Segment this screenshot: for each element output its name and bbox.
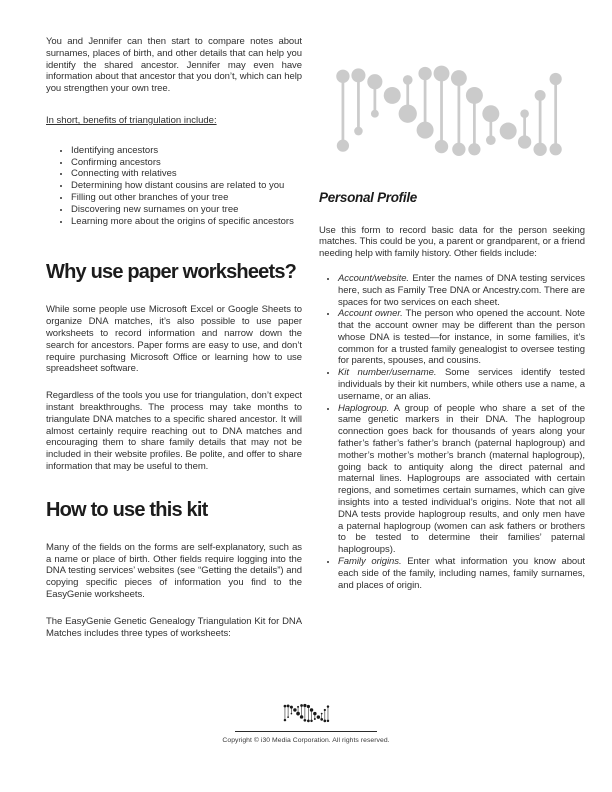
right-column bbox=[319, 58, 585, 591]
list-item: • Connecting with relatives bbox=[71, 168, 302, 180]
section-heading-why-paper-worksheets: Why use paper worksheets? bbox=[46, 261, 297, 284]
field-term: Kit number/username. bbox=[338, 367, 437, 379]
list-item: • Filling out other branches of your tree bbox=[71, 192, 302, 204]
footer-divider bbox=[235, 731, 377, 732]
list-item bbox=[338, 273, 585, 308]
profile-intro-paragraph: Use this form to record basic data for the person seeking matches. This could be you, a parent or grandparent, or a friend needing help with family history. Other fields include: bbox=[319, 224, 585, 260]
profile-fields-list bbox=[319, 273, 585, 592]
field-term: Account owner. bbox=[338, 308, 403, 320]
list-item bbox=[338, 556, 585, 591]
benefits-list bbox=[46, 145, 302, 228]
list-item: • Confirming ancestors bbox=[71, 157, 302, 169]
dna-helix-logo-icon bbox=[282, 702, 330, 724]
list-item: • Discovering new surnames on your tree bbox=[71, 204, 302, 216]
field-term: Haplogroup. bbox=[338, 402, 390, 414]
field-term: Account/website. bbox=[338, 272, 410, 284]
body-paragraph: Many of the fields on the forms are self-explanatory, such as a name or place of birth. Other fields require logging into the DNA testing services’ websites (see “Getting the details”) and copying specific pieces of information you find to the EasyGenie worksheets. bbox=[46, 541, 302, 600]
list-item bbox=[338, 367, 585, 402]
copyright-notice: Copyright © i30 Media Corporation. All rights reserved. bbox=[222, 737, 390, 744]
benefits-heading: In short, benefits of triangulation include: bbox=[46, 114, 217, 126]
list-item: • Identifying ancestors bbox=[71, 145, 302, 157]
section-heading-how-to-use-kit: How to use this kit bbox=[46, 498, 208, 521]
intro-paragraph: You and Jennifer can then start to compare notes about surnames, places of birth, and other details that can help you identify the shared ancestor. Jennifer may even have information about that ancestor that you don’t, which can help you strengthen your own tree. bbox=[46, 36, 302, 95]
dna-helix-icon bbox=[322, 58, 572, 163]
body-paragraph: While some people use Microsoft Excel or Google Sheets to organize DNA matches, it’s also possible to use paper worksheets to record information and narrow down the search for ancestors. Paper forms are easy to use, and don’t require purchasing Microsoft Office or learning how to use spreadsheet software. bbox=[46, 304, 302, 375]
left-column bbox=[46, 36, 302, 639]
field-term: Family origins. bbox=[338, 556, 402, 568]
field-description: Some services identify tested individuals by their kit numbers, while others use a name, a username, or an alias. bbox=[338, 367, 586, 402]
field-description: Enter the names of DNA testing services here, such as Family Tree DNA or Ancestry.com. There are spaces for two services on each sheet. bbox=[338, 272, 585, 308]
body-paragraph: Regardless of the tools you use for triangulation, don’t expect instant breakthroughs. The process may take months to triangulate DNA matches to a specific shared ancestor. It will almost certainly require reaching out to DNA matches and encouraging them to share family details that may not be included in their website profiles. Be polite, and offer to share information that may be useful to them. bbox=[46, 390, 302, 472]
page-footer bbox=[0, 702, 612, 745]
field-description: Enter what information you know about each side of the family, including names, family surnames, and places of origin. bbox=[338, 556, 585, 591]
list-item bbox=[338, 308, 585, 367]
body-paragraph: The EasyGenie Genetic Genealogy Triangulation Kit for DNA Matches includes three types of worksheets: bbox=[46, 615, 302, 639]
list-item: • Learning more about the origins of specific ancestors bbox=[71, 216, 302, 228]
personal-profile-heading: Personal Profile bbox=[319, 190, 417, 205]
list-item bbox=[338, 403, 585, 556]
field-description: The person who opened the account. Note that the account owner may be different than the person whose DNA is tested—for instance, in some families, it’s common for a trusted family genealogist to oversee testing for parents, spouses, and cousins. bbox=[338, 308, 585, 367]
list-item: • Determining how distant cousins are related to you bbox=[71, 180, 302, 192]
field-description: A group of people who share a set of the same genetic markers in their DNA. The haplogroup connection goes back for thousands of years along your father’s father’s father’s branch (paternal haplogroup) and mother’s mother’s mother’s branch (maternal haplogroup), going back to antiquity along the direct paternal and maternal lines. Haplogroups are associated with certain regions, and sometimes certain surnames, which can give insights into a tested individual’s origins. Note that not all DNA tests provide haplogroup results, and only men have a paternal haplogroup (women can ask fathers or brothers to be tested to determine their families’ paternal haplogroups). bbox=[338, 402, 585, 556]
